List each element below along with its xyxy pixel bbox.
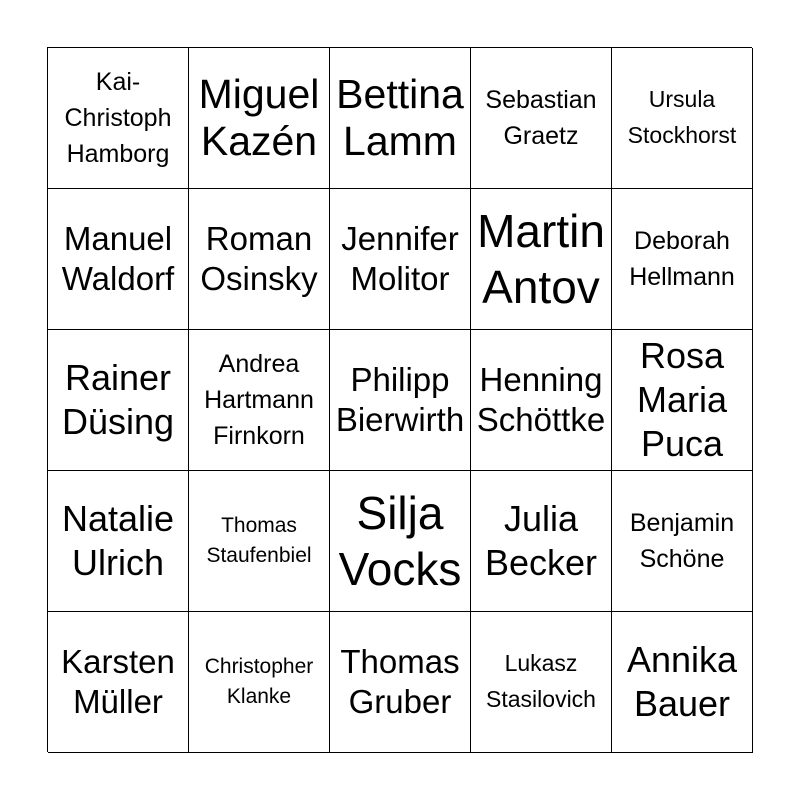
cell-label: Andrea Hartmann Firnkorn — [204, 349, 314, 451]
bingo-cell-r5c1[interactable] — [48, 612, 189, 753]
cell-label: Martin Antov — [477, 204, 605, 313]
bingo-cell-r5c3[interactable] — [330, 612, 471, 753]
cell-label: Miguel Kazén — [198, 70, 320, 164]
cell-label: Julia Becker — [484, 498, 598, 583]
cell-label: Thomas Gruber — [340, 643, 460, 720]
cell-label: Bettina Lamm — [336, 70, 464, 164]
cell-label: Natalie Ulrich — [61, 498, 175, 583]
bingo-cell-r3c1[interactable] — [48, 330, 189, 471]
bingo-cell-r5c2[interactable] — [189, 612, 330, 753]
bingo-cell-r1c4[interactable] — [471, 48, 612, 189]
cell-label: Deborah Hellmann — [629, 226, 735, 291]
bingo-cell-r4c2[interactable] — [189, 471, 330, 612]
cell-label: Christopher Klanke — [204, 654, 314, 708]
cell-label: Henning Schöttke — [476, 361, 606, 438]
cell-label: Philipp Bierwirth — [335, 361, 465, 438]
cell-label: Rosa Maria Puca — [636, 335, 728, 464]
bingo-cell-r2c3[interactable] — [330, 189, 471, 330]
bingo-cell-r4c1[interactable] — [48, 471, 189, 612]
bingo-cell-r3c3[interactable] — [330, 330, 471, 471]
bingo-cell-r3c4[interactable] — [471, 330, 612, 471]
bingo-cell-r4c4[interactable] — [471, 471, 612, 612]
bingo-cell-r1c2[interactable] — [189, 48, 330, 189]
cell-label: Silja Vocks — [338, 486, 462, 595]
cell-label: Ursula Stockhorst — [627, 86, 737, 148]
bingo-cell-r3c5[interactable] — [612, 330, 753, 471]
bingo-cell-r1c1[interactable] — [48, 48, 189, 189]
bingo-cell-r2c5[interactable] — [612, 189, 753, 330]
bingo-cell-r4c5[interactable] — [612, 471, 753, 612]
bingo-cell-r2c1[interactable] — [48, 189, 189, 330]
bingo-cell-r1c5[interactable] — [612, 48, 753, 189]
bingo-cell-r2c4[interactable] — [471, 189, 612, 330]
bingo-cell-r4c3[interactable] — [330, 471, 471, 612]
bingo-cell-r5c5[interactable] — [612, 612, 753, 753]
bingo-cell-r3c2[interactable] — [189, 330, 330, 471]
cell-label: Lukasz Stasilovich — [486, 650, 596, 712]
cell-label: Karsten Müller — [61, 643, 175, 720]
cell-label: Rainer Düsing — [61, 357, 175, 442]
cell-label: Kai- Christoph Hamborg — [64, 67, 172, 169]
bingo-cell-r5c4[interactable] — [471, 612, 612, 753]
cell-label: Sebastian Graetz — [485, 85, 597, 150]
cell-label: Jennifer Molitor — [341, 220, 459, 297]
bingo-cell-r2c2[interactable] — [189, 189, 330, 330]
cell-label: Benjamin Schöne — [629, 508, 735, 573]
bingo-cell-r1c3[interactable] — [330, 48, 471, 189]
cell-label: Annika Bauer — [626, 639, 738, 724]
cell-label: Thomas Staufenbiel — [206, 513, 312, 567]
bingo-card — [47, 47, 752, 752]
cell-label: Roman Osinsky — [200, 220, 318, 297]
cell-label: Manuel Waldorf — [61, 220, 175, 297]
